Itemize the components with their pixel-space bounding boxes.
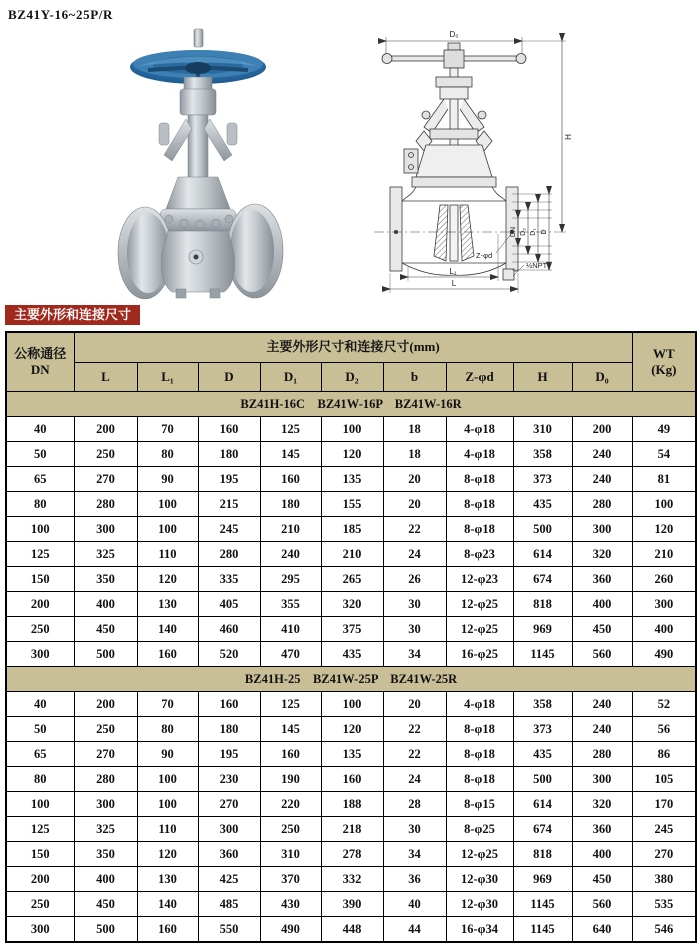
dim-cell: 360 [572, 567, 632, 592]
dn-cell: 125 [6, 542, 74, 567]
dim-cell: 520 [198, 642, 260, 667]
valve-dimension-drawing [366, 25, 584, 299]
dim-cell: 54 [632, 442, 696, 467]
dim-cell: 320 [572, 792, 632, 817]
dn-cell: 50 [6, 442, 74, 467]
dim-cell: 485 [198, 892, 260, 917]
dim-cell: 450 [572, 617, 632, 642]
dim-cell: 16-φ34 [446, 917, 513, 943]
dim-cell: 125 [260, 417, 321, 442]
dim-cell: 100 [137, 492, 198, 517]
table-row [6, 592, 696, 617]
dim-cell: 240 [572, 467, 632, 492]
dn-cell: 250 [6, 892, 74, 917]
dim-cell: 120 [137, 567, 198, 592]
section-header: 主要外形和连接尺寸 [5, 305, 140, 325]
dim-label-h: H [564, 134, 573, 140]
dim-cell: 230 [198, 767, 260, 792]
col-header-d2: D₂ [321, 363, 383, 392]
wt-header-line2: (Kg) [651, 362, 677, 377]
model-band-row [6, 667, 696, 692]
dim-cell: 4-φ18 [446, 692, 513, 717]
dim-cell: 430 [260, 892, 321, 917]
dim-label-d2: D₂ [520, 228, 527, 236]
dim-label-dn: DN [510, 226, 517, 238]
dim-cell: 130 [137, 592, 198, 617]
dim-cell: 550 [198, 917, 260, 943]
dim-cell: 435 [321, 642, 383, 667]
dim-cell: 280 [572, 742, 632, 767]
dim-cell: 8-φ18 [446, 767, 513, 792]
dim-cell: 80 [137, 442, 198, 467]
col-header-z-phi-d: Z-φd [446, 363, 513, 392]
dim-cell: 34 [383, 642, 446, 667]
dim-cell: 240 [572, 442, 632, 467]
dim-cell: 250 [260, 817, 321, 842]
dn-cell: 300 [6, 642, 74, 667]
dim-cell: 325 [74, 542, 137, 567]
table-row [6, 417, 696, 442]
dim-cell: 110 [137, 817, 198, 842]
dn-cell: 80 [6, 767, 74, 792]
model-band-label: BZ41H-16C BZ41W-16P BZ41W-16R [6, 392, 696, 417]
dim-cell: 12-φ30 [446, 892, 513, 917]
dim-cell: 120 [321, 442, 383, 467]
dim-cell: 410 [260, 617, 321, 642]
dn-cell: 40 [6, 417, 74, 442]
dim-cell: 100 [321, 417, 383, 442]
wt-column-header [632, 332, 696, 392]
dim-cell: 370 [260, 867, 321, 892]
dn-cell: 150 [6, 842, 74, 867]
dim-cell: 180 [198, 442, 260, 467]
dim-cell: 20 [383, 492, 446, 517]
dim-cell: 560 [572, 892, 632, 917]
table-row [6, 767, 696, 792]
table-row [6, 842, 696, 867]
dim-cell: 135 [321, 467, 383, 492]
dim-cell: 614 [513, 792, 572, 817]
dim-cell: 300 [74, 517, 137, 542]
dim-cell: 200 [74, 417, 137, 442]
dim-cell: 448 [321, 917, 383, 943]
columns-header-row [6, 363, 696, 392]
dim-cell: 160 [198, 692, 260, 717]
dim-cell: 300 [572, 767, 632, 792]
dim-cell: 210 [632, 542, 696, 567]
dim-cell: 8-φ18 [446, 717, 513, 742]
dim-cell: 380 [632, 867, 696, 892]
table-row [6, 492, 696, 517]
dim-label-d1: D₁ [530, 228, 537, 236]
dim-cell: 332 [321, 867, 383, 892]
dim-cell: 535 [632, 892, 696, 917]
table-row [6, 867, 696, 892]
dim-cell: 80 [137, 717, 198, 742]
dim-cell: 400 [632, 617, 696, 642]
dn-cell: 65 [6, 467, 74, 492]
dim-cell: 100 [137, 767, 198, 792]
valve-photo-shapes [118, 29, 283, 299]
dim-cell: 90 [137, 467, 198, 492]
table-row [6, 642, 696, 667]
table-row [6, 892, 696, 917]
dim-cell: 8-φ18 [446, 742, 513, 767]
dim-cell: 145 [260, 442, 321, 467]
dn-cell: 200 [6, 867, 74, 892]
dim-cell: 245 [632, 817, 696, 842]
dim-cell: 4-φ18 [446, 442, 513, 467]
dim-label-l: L [451, 279, 457, 288]
dn-cell: 100 [6, 792, 74, 817]
table-row [6, 717, 696, 742]
dim-cell: 1145 [513, 917, 572, 943]
dn-cell: 200 [6, 592, 74, 617]
dim-cell: 160 [260, 742, 321, 767]
dn-header-line1: 公称通径 [14, 345, 67, 361]
dim-cell: 8-φ15 [446, 792, 513, 817]
dim-cell: 260 [632, 567, 696, 592]
dim-cell: 674 [513, 567, 572, 592]
dim-cell: 130 [137, 867, 198, 892]
dim-cell: 818 [513, 842, 572, 867]
dim-cell: 358 [513, 442, 572, 467]
dim-cell: 295 [260, 567, 321, 592]
dim-label-d0: D₀ [449, 30, 459, 39]
dim-cell: 320 [572, 542, 632, 567]
dim-cell: 100 [137, 517, 198, 542]
dim-cell: 300 [198, 817, 260, 842]
dimension-table [5, 331, 697, 943]
dim-cell: 218 [321, 817, 383, 842]
dim-cell: 110 [137, 542, 198, 567]
dim-cell: 240 [260, 542, 321, 567]
dim-cell: 180 [260, 492, 321, 517]
dim-cell: 400 [572, 842, 632, 867]
dim-cell: 28 [383, 792, 446, 817]
dim-cell: 614 [513, 542, 572, 567]
dim-cell: 215 [198, 492, 260, 517]
dim-cell: 18 [383, 417, 446, 442]
dim-cell: 490 [632, 642, 696, 667]
dim-cell: 160 [137, 642, 198, 667]
dim-cell: 450 [572, 867, 632, 892]
dim-cell: 500 [513, 517, 572, 542]
dim-cell: 270 [74, 467, 137, 492]
dim-cell: 120 [321, 717, 383, 742]
dim-cell: 120 [137, 842, 198, 867]
dim-cell: 375 [321, 617, 383, 642]
dim-cell: 818 [513, 592, 572, 617]
dim-cell: 70 [137, 417, 198, 442]
dim-cell: 360 [198, 842, 260, 867]
dim-cell: 400 [74, 592, 137, 617]
valve-photo [112, 27, 290, 299]
dim-cell: 280 [198, 542, 260, 567]
dim-cell: 70 [137, 692, 198, 717]
dim-cell: 300 [74, 792, 137, 817]
table-row [6, 467, 696, 492]
dim-cell: 373 [513, 467, 572, 492]
col-header-l: L [74, 363, 137, 392]
dim-cell: 90 [137, 742, 198, 767]
dimension-table-body [6, 392, 696, 943]
dim-cell: 22 [383, 517, 446, 542]
dim-cell: 280 [74, 767, 137, 792]
dim-cell: 400 [74, 867, 137, 892]
dim-cell: 425 [198, 867, 260, 892]
page-title: BZ41Y-16~25P/R [8, 7, 113, 22]
dim-cell: 969 [513, 867, 572, 892]
dim-label-npt: ½NPT [526, 261, 548, 270]
dim-cell: 185 [321, 517, 383, 542]
dim-cell: 320 [321, 592, 383, 617]
wt-header-line1: WT [653, 345, 675, 361]
dn-cell: 300 [6, 917, 74, 943]
dim-cell: 500 [74, 642, 137, 667]
dim-cell: 100 [321, 692, 383, 717]
dim-cell: 310 [260, 842, 321, 867]
dim-cell: 49 [632, 417, 696, 442]
dn-cell: 250 [6, 617, 74, 642]
dim-cell: 100 [632, 492, 696, 517]
dim-cell: 240 [572, 692, 632, 717]
col-header-h: H [513, 363, 572, 392]
span-header: 主要外形尺寸和连接尺寸(mm) [74, 332, 632, 363]
dim-cell: 350 [74, 567, 137, 592]
dim-cell: 1145 [513, 642, 572, 667]
dim-cell: 250 [74, 717, 137, 742]
table-row [6, 617, 696, 642]
dim-cell: 210 [260, 517, 321, 542]
dim-cell: 500 [513, 767, 572, 792]
dim-cell: 278 [321, 842, 383, 867]
dim-cell: 16-φ25 [446, 642, 513, 667]
dim-cell: 12-φ30 [446, 867, 513, 892]
dn-header-line2: DN [30, 362, 50, 377]
dim-cell: 460 [198, 617, 260, 642]
section-bar-wrap [5, 305, 700, 327]
dim-cell: 270 [198, 792, 260, 817]
dim-cell: 20 [383, 467, 446, 492]
dim-cell: 300 [572, 517, 632, 542]
dim-cell: 44 [383, 917, 446, 943]
col-header-l1: L₁ [137, 363, 198, 392]
dim-cell: 8-φ18 [446, 517, 513, 542]
dim-cell: 180 [198, 717, 260, 742]
col-header-d0: D₀ [572, 363, 632, 392]
dn-column-header [6, 332, 74, 392]
dim-cell: 145 [260, 717, 321, 742]
dim-cell: 195 [198, 742, 260, 767]
dim-label-l1: L₁ [449, 267, 457, 276]
dim-cell: 360 [572, 817, 632, 842]
table-row [6, 517, 696, 542]
dim-cell: 435 [513, 742, 572, 767]
dim-cell: 373 [513, 717, 572, 742]
figures [0, 23, 700, 303]
dim-cell: 20 [383, 692, 446, 717]
dim-cell: 36 [383, 867, 446, 892]
dim-cell: 300 [632, 592, 696, 617]
dim-cell: 86 [632, 742, 696, 767]
dim-cell: 12-φ25 [446, 617, 513, 642]
dim-cell: 240 [572, 717, 632, 742]
table-row [6, 692, 696, 717]
dim-cell: 12-φ25 [446, 842, 513, 867]
dim-cell: 8-φ23 [446, 542, 513, 567]
dim-cell: 325 [74, 817, 137, 842]
dim-cell: 12-φ25 [446, 592, 513, 617]
dim-cell: 40 [383, 892, 446, 917]
dim-cell: 546 [632, 917, 696, 943]
model-band-row [6, 392, 696, 417]
dim-cell: 405 [198, 592, 260, 617]
dim-cell: 310 [513, 417, 572, 442]
dim-cell: 24 [383, 767, 446, 792]
dim-cell: 500 [74, 917, 137, 943]
dim-cell: 250 [74, 442, 137, 467]
dim-cell: 18 [383, 442, 446, 467]
dim-cell: 125 [260, 692, 321, 717]
dim-cell: 24 [383, 542, 446, 567]
dim-cell: 245 [198, 517, 260, 542]
col-header-d: D [198, 363, 260, 392]
dim-cell: 335 [198, 567, 260, 592]
model-band-label: BZ41H-25 BZ41W-25P BZ41W-25R [6, 667, 696, 692]
dim-cell: 560 [572, 642, 632, 667]
dim-cell: 8-φ25 [446, 817, 513, 842]
dn-cell: 40 [6, 692, 74, 717]
dim-cell: 52 [632, 692, 696, 717]
dim-cell: 140 [137, 892, 198, 917]
dim-cell: 280 [74, 492, 137, 517]
dim-cell: 100 [137, 792, 198, 817]
dim-cell: 195 [198, 467, 260, 492]
dim-cell: 969 [513, 617, 572, 642]
dim-cell: 350 [74, 842, 137, 867]
dim-cell: 450 [74, 892, 137, 917]
dim-cell: 160 [198, 417, 260, 442]
table-row [6, 817, 696, 842]
dim-cell: 390 [321, 892, 383, 917]
dim-cell: 220 [260, 792, 321, 817]
dim-cell: 265 [321, 567, 383, 592]
dim-cell: 188 [321, 792, 383, 817]
dim-cell: 160 [137, 917, 198, 943]
col-header-b: b [383, 363, 446, 392]
dim-cell: 270 [632, 842, 696, 867]
dim-cell: 640 [572, 917, 632, 943]
dim-cell: 135 [321, 742, 383, 767]
dim-cell: 26 [383, 567, 446, 592]
dn-cell: 150 [6, 567, 74, 592]
dim-cell: 22 [383, 717, 446, 742]
dim-cell: 34 [383, 842, 446, 867]
dim-cell: 30 [383, 592, 446, 617]
dn-cell: 50 [6, 717, 74, 742]
dim-label-z-phi-d: Z-φd [476, 251, 493, 260]
dim-cell: 435 [513, 492, 572, 517]
dim-cell: 200 [572, 417, 632, 442]
dim-cell: 12-φ23 [446, 567, 513, 592]
dim-cell: 81 [632, 467, 696, 492]
dim-cell: 30 [383, 817, 446, 842]
dim-cell: 1145 [513, 892, 572, 917]
dim-cell: 490 [260, 917, 321, 943]
dim-cell: 120 [632, 517, 696, 542]
dim-label-d: D [541, 229, 548, 235]
dim-cell: 470 [260, 642, 321, 667]
dim-cell: 160 [321, 767, 383, 792]
dim-cell: 155 [321, 492, 383, 517]
dim-cell: 358 [513, 692, 572, 717]
dim-cell: 56 [632, 717, 696, 742]
dim-cell: 400 [572, 592, 632, 617]
dim-cell: 210 [321, 542, 383, 567]
dim-cell: 450 [74, 617, 137, 642]
col-header-d1: D₁ [260, 363, 321, 392]
dim-cell: 160 [260, 467, 321, 492]
dim-cell: 270 [74, 742, 137, 767]
table-row [6, 567, 696, 592]
dim-cell: 8-φ18 [446, 492, 513, 517]
table-row [6, 542, 696, 567]
dim-cell: 200 [74, 692, 137, 717]
dim-cell: 674 [513, 817, 572, 842]
dim-cell: 105 [632, 767, 696, 792]
dim-cell: 30 [383, 617, 446, 642]
dim-cell: 170 [632, 792, 696, 817]
table-row [6, 792, 696, 817]
table-row [6, 442, 696, 467]
dn-cell: 80 [6, 492, 74, 517]
dim-cell: 280 [572, 492, 632, 517]
dim-cell: 355 [260, 592, 321, 617]
dn-cell: 125 [6, 817, 74, 842]
table-row [6, 917, 696, 943]
dim-cell: 4-φ18 [446, 417, 513, 442]
dim-cell: 140 [137, 617, 198, 642]
dim-cell: 8-φ18 [446, 467, 513, 492]
dim-cell: 22 [383, 742, 446, 767]
dim-cell: 190 [260, 767, 321, 792]
dn-cell: 100 [6, 517, 74, 542]
table-row [6, 742, 696, 767]
dn-cell: 65 [6, 742, 74, 767]
